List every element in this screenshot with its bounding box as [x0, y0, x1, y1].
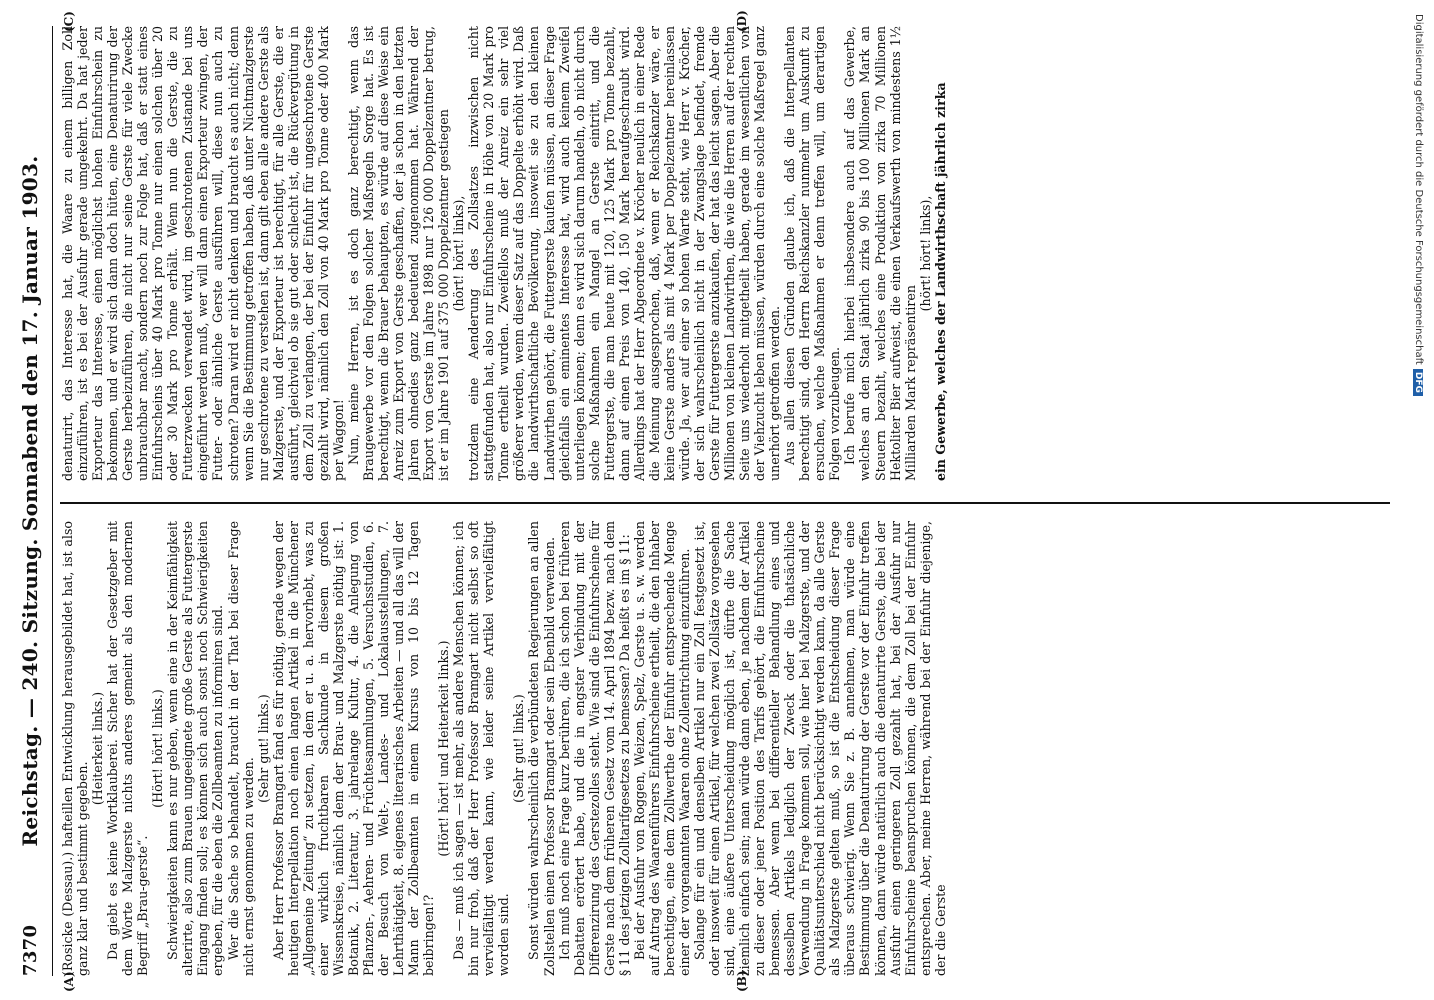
paragraph: denaturirt, das Interesse hat, die Waare zu einem billigen Zoll einzuführen, ist es bei der Ausfuhr gerade umgekehrt. Da hat jeder Exporteur das Interesse, einen möglichst hohen Einfuhrschein zu bekommen, und er wird sich dann doch hüten, eine Denaturirung der Gerste herbeizuführen, die nicht nur seine Gerste für viele Zwecke unbrauchbar macht, sondern noch zur Folge hat, daß er statt eines Einfuhrscheins über 40 Mark pro Tonne nur einen solchen über 20 oder 30 Mark pro Tonne erhält. Wenn nun die Gerste, die zu Futterzwecken verwendet wird, im geschrotenen Zustande bei uns eingeführt werden muß, wer will dann einen Exporteur zwingen, der Futter- oder ähnliche Gerste ausführen will, diese nun auch zu schroten? Daran wird er nicht denken und braucht es auch nicht; denn wenn Sie die Bestimmung getroffen haben, daß unter Nichtmalzgerste nur geschrotene zu verstehen ist, dann gilt eben alle andere Gerste als Malzgerste, und der Exporteur ist berechtigt, für alle Gerste, die er ausführt, gleichviel ob sie gut oder schlecht ist, die Rückvergütung in dem Zoll zu verlangen, der bei der Einfuhr für ungeschrotene Gerste gezahlt wird, nämlich den Zoll von 40 Mark pro Tonne oder 400 Mark per Waggon!	[60, 26, 346, 481]
right-column	[60, 26, 1390, 481]
paragraph: (Rosicke (Dessau).) hafteillen Entwicklung herausgebildet hat, ist also ganz klar und bestimmt gegeben.	[60, 521, 91, 976]
newspaper-page	[0, 10, 1410, 990]
paragraph: ein Gewerbe, welches der Landwirthschaft jährlich zirka	[932, 82, 948, 481]
paragraph: Ich berufe mich hierbei insbesondere auch auf das Gewerbe, welches an den Staat jährlich zirka 90 bis 100 Millionen Mark an Steuern bezahlt, welches eine Produktion von zirka 70 Millionen Hektoliter Bier aufweist, die einen Verkaufswerth von mindestens 1½ Milliarden Mark repräsentiren	[842, 26, 918, 481]
left-column	[60, 521, 1390, 976]
paragraph: Schwierigkeiten kann es nur geben, wenn eine in der Keimfähigkeit alterirte, also zum Brauen ungeeignete große Gerste als Futtergerste Eingang finden soll; es können sich auch sonst noch Schwierigkeiten ergeben, für die eben die Zollbeamten zu informiren sind.	[165, 521, 226, 976]
margin-mark-b: (B)	[735, 970, 749, 992]
page-header	[14, 26, 48, 976]
paragraph: Wer die Sache so behandelt, braucht in der That bei dieser Frage nicht ernst genommen zu werden.	[225, 521, 256, 976]
page-number: 7370	[20, 924, 41, 976]
interjection: (Hört! hört! links.)	[150, 689, 166, 808]
paragraph: Nun, meine Herren, ist es doch ganz berechtigt, wenn das Braugewerbe vor den Folgen solcher Maßregeln Sorge hat. Es ist berechtigt, wenn die Brauer behaupten, es würde auf diese Weise ein Anreiz zum Export von Gerste geschaffen, der ja schon in den letzten Jahren ohnedies ganz bedeutend zugenommen hat. Während der Export von Gerste im Jahre 1898 nur 126 000 Doppelzentner betrug, ist er im Jahre 1901 auf 375 000 Doppelzentner gestiegen	[345, 26, 452, 481]
paragraph: trotzdem eine Aenderung des Zollsatzes inzwischen nicht stattgefunden hat, also nur Einfuhrscheine in Höhe von 20 Mark pro Tonne ertheilt wurden. Zweifellos muß der Anreiz ein sehr viel größerer werden, wenn dieser Satz auf das Doppelte erhöht wird. Daß die landwirthschaftliche Bevölkerung, insoweit sie zu den kleinen Landwirthen gehört, die Futtergerste kaufen müssen, an dieser Frage gleichfalls ein eminentes Interesse hat, wird auch keinem Zweifel unterliegen können; denn es wird sich darum handeln, ob nicht durch solche Maßnahmen ein Mangel an Gerste eintritt, und die Futtergerste, die man heute mit 120, 125 Mark pro Tonne bezahlt, dann auf einen Preis von 140, 150 Mark heraufgeschraubt wird. Allerdings hat der Herr Abgeordnete v. Kröcher neulich in einer Rede die Meinung ausgesprochen, daß, wenn er Reichskanzler wäre, er keine Gerste anders als mit 4 Mark per Doppelzentner hereinlassen würde. Ja, wer auf einer so hohen Warte steht, wie Herr v. Kröcher, der sich wahrscheinlich nicht in der Zwangslage befindet, fremde Gerste für Futtergerste anzukaufen, der hat das leicht sagen. Aber die Millionen von kleinen Landwirthen, die wie die Herren auf der rechten Seite uns wiederholt mitgetheilt haben, gerade im wesentlichen von der Viehzucht leben müssen, würden durch eine solche Maßregel ganz unerhört getroffen werden.	[466, 26, 783, 481]
paragraph: Ich muß noch eine Frage kurz berühren, die ich schon bei früheren Debatten erörtert habe, und die in engster Verbindung mit der Differenzirung des Gerstezolles steht. Wie sind die Einfuhrscheine für Gerste nach dem früheren Gesetz vom 14. April 1894 bezw. nach dem § 11 des jetzigen Zolltarifgesetzes zu bemessen? Da heißt es im § 11:	[556, 521, 632, 976]
interjection: (hört! hört! links),	[451, 195, 467, 312]
dfg-logo: DFG	[1413, 369, 1423, 396]
margin-mark-a: (A)	[62, 971, 76, 992]
header-rule	[52, 26, 53, 976]
paragraph: Solange für ein und denselben Artikel nur ein Zoll festgesetzt ist, oder insoweit für einen Artikel, für welchen zwei Zollsätze vorgesehen sind, eine äußere Unterscheidung möglich ist, dürfte die Sache ziemlich einfach sein; man würde dann eben, je nachdem der Artikel zu dieser oder jener Position des Tarifs gehört, die Einfuhrscheine bemessen. Aber wenn bei differentieller Behandlung eines und desselben Artikels lediglich der Zweck oder die thatsächliche Verwendung in Frage kommen soll, wie hier bei Malzgerste, und der Qualitätsunterschied nicht berücksichtigt werden kann, da alle Gerste als Malzgerste gelten muß, so ist die Entscheidung dieser Frage überaus schwierig. Wenn Sie z. B. annehmen, man würde eine Bestimmung über die Denaturirung der Gerste vor der Einfuhr treffen können, dann würde natürlich auch die denaturirte Gerste, die bei der Ausfuhr einen geringeren Zoll gezahlt hat, bei der Ausfuhr nur Einfuhrscheine beanspruchen können, die dem Zoll bei der Einfuhr entsprechen. Aber, meine Herren, während bei der Einfuhr diejenige, der die Gerste	[691, 521, 948, 976]
digitization-credit	[1412, 14, 1424, 994]
margin-mark-d: (D)	[735, 10, 749, 32]
paragraph: Das — muß ich sagen — ist mehr, als andere Menschen können; ich bin nur froh, daß der Herr Professor Bramgart nicht selbst so oft vervielfältigt werden kann, wie leider seine Artikel vervielfältigt worden sind.	[451, 521, 512, 976]
column-rule	[60, 502, 1390, 504]
interjection: (Sehr gut! links.)	[511, 694, 527, 803]
paragraph: Da giebt es keine Wortklauberei. Sicher hat der Gesetzgeber mit dem Worte Malzgerste nichts anderes gemeint als den modernen Begriff „Brau-gerste“.	[105, 521, 151, 976]
interjection: (hört! hört! links),	[917, 195, 933, 312]
paragraph: Aber Herr Professor Bramgart fand es für nöthig, gerade wegen der heutigen Interpellation noch einen langen Artikel in die Münchener „Allgemeine Zeitung“ zu setzen, in dem er u. a. hervorhebt, was zu einer wirklich fruchtbaren Sachkunde in diesem großen Wissenskreise, nämlich dem der Brau- und Malzgerste nöthig ist: 1. Botanik, 2. Literatur, 3. jahrelange Kultur, 4. die Anlegung von Pflanzen-, Aehren- und Früchtesammlungen, 5. Versuchsstudien, 6. der Besuch von Welt-, Landes- und Lokalausstellungen, 7. Lehrthätigkeit, 8. eigenes literarisches Arbeiten — und all das will der Mann der Zollbeamten in einem Kursus von 10 bis 12 Tagen beibringen!?	[270, 521, 437, 976]
interjection: (Hört! hört! und Heiterkeit links.)	[436, 640, 452, 857]
paragraph: Sonst würden wahrscheinlich die verbündeten Regierungen an allen Zollstellen einen Professor Bramgart oder sein Ebenbild verwenden.	[526, 521, 557, 976]
quotation: Bei der Ausfuhr von Roggen, Weizen, Spelz, Gerste u. s. w. werden auf Antrag des Waarenführers Einfuhrscheine ertheilt, die den Inhaber berechtigen, eine dem Zollwerthe der Einfuhr entsprechende Menge einer der vorgenannten Waaren ohne Zollentrichtung einzuführen.	[631, 521, 692, 976]
interjection: (Sehr gut! links.)	[255, 694, 271, 803]
header-title: Reichstag. — 240. Sitzung. Sonnabend den 17. Januar 1903.	[18, 155, 42, 847]
margin-mark-c: (C)	[62, 11, 76, 32]
paragraph: Aus allen diesen Gründen glaube ich, daß die Interpellanten berechtigt sind, den Herrn Reichskanzler nunmehr um Auskunft zu ersuchen, welche Maßnahmen er denn treffen will, um derartigen Folgen vorzubeugen.	[782, 26, 843, 481]
interjection: (Heiterkeit links.)	[90, 691, 106, 806]
credit-text: Digitalisierung gefördert durch die Deutsche Forschungsgemeinschaft	[1413, 14, 1424, 365]
